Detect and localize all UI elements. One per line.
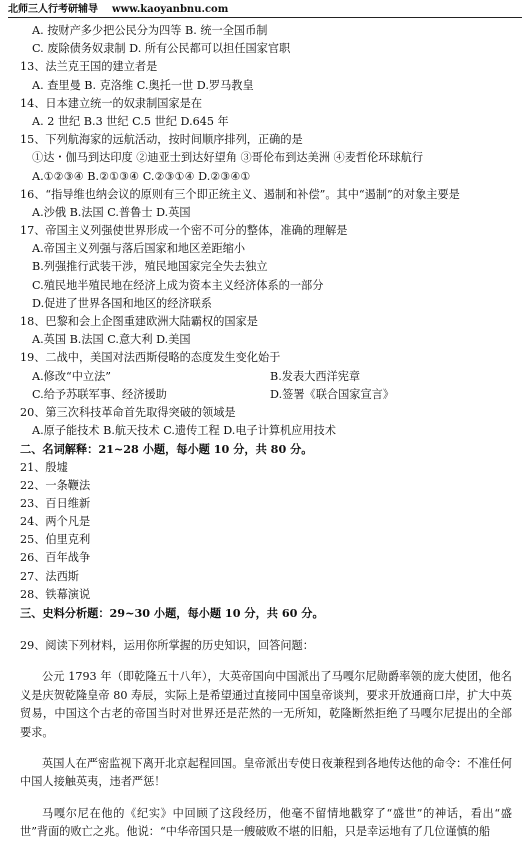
q17-stem: 17、帝国主义列强使世界形成一个密不可分的整体，准确的理解是	[20, 224, 348, 238]
spacer	[20, 742, 512, 755]
header-brand: 北师三人行考研辅导	[8, 4, 98, 15]
term-item: 25、伯里克利	[20, 533, 91, 547]
q18-options: A.英国 B.法国 C.意大利 D.美国	[32, 333, 191, 347]
document-body	[20, 22, 512, 842]
term-item: 27、法西斯	[20, 569, 79, 583]
q15-stem: 15、下列航海家的远航活动，按时间顺序排列，正确的是	[20, 133, 303, 147]
term-item: 23、百日维新	[20, 496, 91, 510]
q14-options: A. 2 世纪 B.3 世纪 C.5 世纪 D.645 年	[32, 114, 229, 128]
section3-title: 三、史料分析题：29~30 小题，每小题 10 分，共 60 分。	[20, 606, 324, 620]
q12-options-cd: C. 废除债务奴隶制 D. 所有公民都可以担任国家官职	[32, 42, 291, 56]
q17-option-b: B.列强推行武装干涉，殖民地国家完全失去独立	[32, 260, 268, 274]
q19-option-b: B.发表大西洋宪章	[270, 369, 361, 383]
q15-options: A.①②③④ B.②①③④ C.②③①④ D.②③④①	[32, 169, 251, 183]
q19-option-c: C.给予苏联军事、经济援助	[32, 387, 167, 401]
spacer	[20, 792, 512, 805]
q19-option-a: A.修改“中立法”	[32, 369, 112, 383]
q19-options-row1	[20, 368, 512, 386]
term-item: 24、两个凡是	[20, 515, 91, 529]
q29-material-paragraph-2: 英国人在严密监视下离开北京起程回国。皇帝派出专使日夜兼程到各地传达他的命令：不准任何中国人接触英夷，违者严惩！	[20, 757, 512, 789]
q29-material-paragraph-1: 公元 1793 年（即乾隆五十八年），大英帝国向中国派出了马嘎尔尼勋爵率领的庞大使团，他名义是庆贺乾隆皇帝 80 寿辰，实际上是希望通过直接同中国皇帝谈判，要求开放通商口岸，扩大中英贸易，中国这个古老的帝国当时对世界还是茫然的一无所知，乾隆断然拒绝了马嘎尔尼提出的全部要求。	[20, 670, 512, 739]
q20-stem: 20、第三次科技革命首先取得突破的领域是	[20, 405, 236, 419]
q29-material-paragraph-3: 马嘎尔尼在他的《纪实》中回顾了这段经历，他毫不留情地戳穿了“盛世”的神话，看出“盛世”背面的败亡之兆。他说：“中华帝国只是一艘破败不堪的旧船，只是幸运地有了几位谨慎的船	[20, 806, 512, 839]
q29-stem: 29、阅读下列材料，运用你所掌握的历史知识，回答问题：	[20, 639, 314, 653]
header-site: www.kaoyanbnu.com	[112, 4, 229, 15]
q12-options-ab: A. 按财产多少把公民分为四等 B. 统一全国币制	[32, 24, 268, 37]
q20-options: A.原子能技术 B.航天技术 C.遗传工程 D.电子计算机应用技术	[32, 424, 337, 438]
term-item: 26、百年战争	[20, 551, 91, 565]
q18-stem: 18、巴黎和会上企图重建欧洲大陆霸权的国家是	[20, 315, 258, 328]
q16-stem: 16、“指导维也纳会议的原则有三个即正统主义、遏制和补偿”。其中“遏制”的对象主要是	[20, 187, 460, 201]
term-item: 21、殷墟	[20, 460, 68, 474]
q19-stem: 19、二战中，美国对法西斯侵略的态度发生变化始于	[20, 351, 281, 365]
spacer	[20, 622, 512, 637]
term-item: 28、铁幕演说	[20, 587, 91, 601]
header-rule	[8, 17, 522, 18]
q14-stem: 14、日本建立统一的奴隶制国家是在	[20, 96, 203, 110]
q17-option-a: A.帝国主义列强与落后国家和地区差距缩小	[32, 242, 246, 256]
q13-stem: 13、法兰克王国的建立者是	[20, 60, 158, 74]
q19-option-d: D.签署《联合国家宣言》	[270, 387, 395, 401]
q19-options-row2	[20, 386, 512, 404]
q15-items: ①达・伽马到达印度 ②迪亚士到达好望角 ③哥伦布到达美洲 ④麦哲伦环球航行	[32, 151, 424, 165]
term-item: 22、一条鞭法	[20, 478, 91, 492]
q16-options: A.沙俄 B.法国 C.普鲁士 D.英国	[32, 205, 191, 219]
section2-title: 二、名词解释：21~28 小题，每小题 10 分，共 80 分。	[20, 442, 313, 457]
q17-option-c: C.殖民地半殖民地在经济上成为资本主义经济体系的一部分	[32, 278, 324, 292]
q13-options: A. 查里曼 B. 克洛维 C.奥托一世 D.罗马教皇	[32, 78, 254, 92]
spacer	[20, 655, 512, 668]
page-header	[8, 3, 522, 17]
q17-option-d: D.促进了世界各国和地区的经济联系	[32, 296, 212, 310]
